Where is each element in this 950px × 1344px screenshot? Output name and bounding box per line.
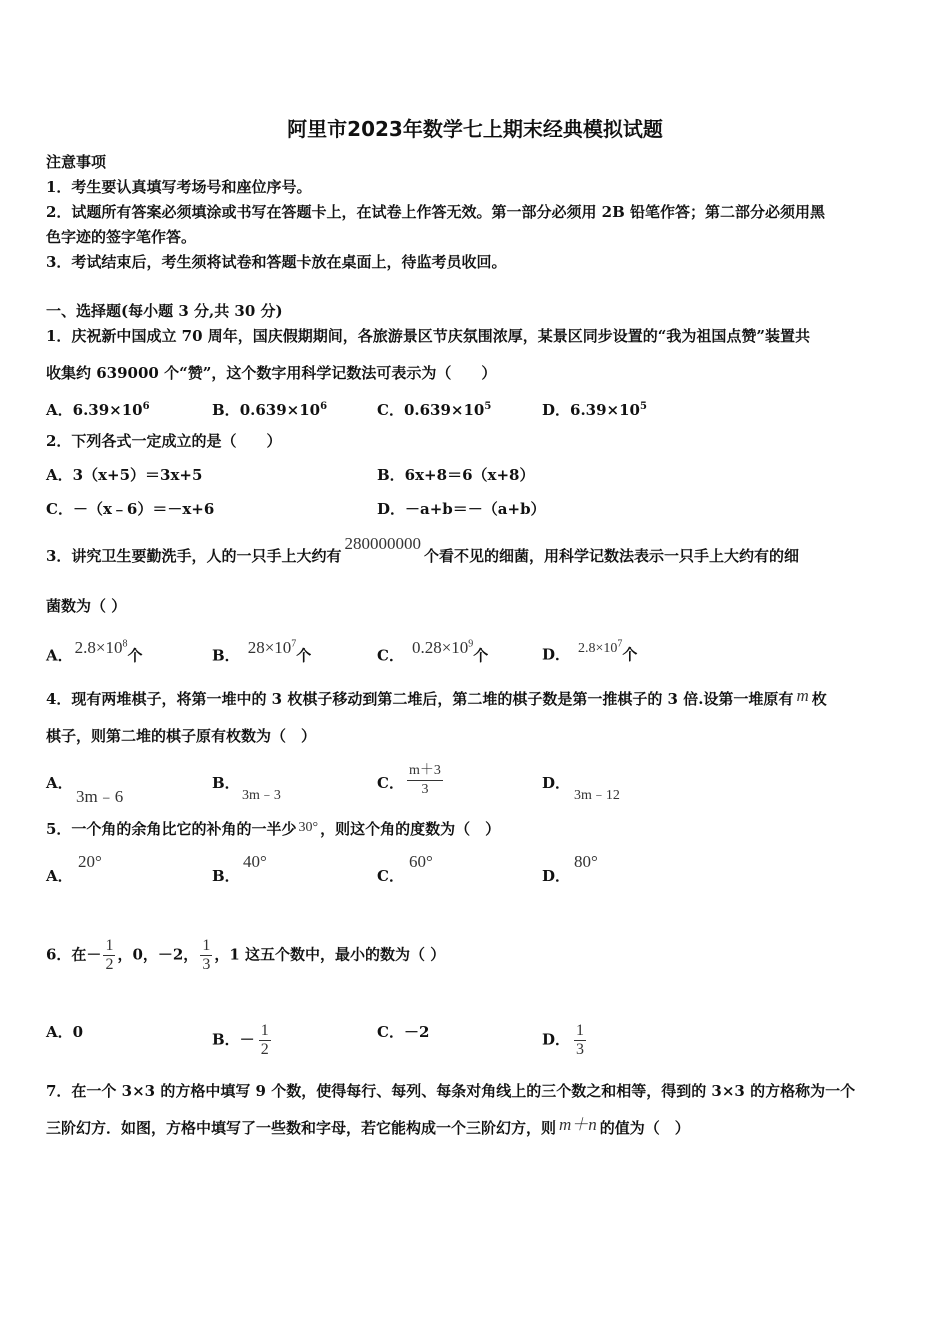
q6-fraction-1 bbox=[103, 937, 115, 974]
q6-stem-mid: ，0，－2， bbox=[117, 945, 199, 964]
option-value: 0.28×10 bbox=[411, 637, 469, 657]
q5-angle: 30° bbox=[298, 820, 319, 835]
notice-heading: 注意事项 bbox=[46, 153, 107, 171]
option-label: A． bbox=[46, 401, 73, 419]
q5-option-a-value: 20° bbox=[78, 852, 102, 871]
fraction-denominator: 3 bbox=[576, 1041, 585, 1058]
q7-stem-line1: 7．在一个 3×3 的方格中填写 9 个数，使得每行、每列、每条对角线上的三个数之和相等，得到的 3×3 的方格称为一个 bbox=[46, 1082, 856, 1100]
q1-option-b[interactable] bbox=[212, 397, 327, 420]
q3-stem-line1 bbox=[46, 534, 799, 566]
option-unit: 个 bbox=[296, 646, 312, 665]
q4-option-a-expr: 3m﹣6 bbox=[76, 787, 124, 806]
option-value: 6.39×10 bbox=[570, 401, 640, 419]
option-value: 28×10 bbox=[247, 637, 292, 657]
q4-stem-post: 枚 bbox=[811, 690, 827, 708]
q5-stem-post: ，则这个角的度数为（ ） bbox=[320, 820, 501, 838]
option-value: 2.8×10 bbox=[578, 640, 618, 656]
q4-option-d-expr: 3m﹣12 bbox=[574, 788, 620, 803]
q5-stem-pre: 5．一个角的余角比它的补角的一半少 bbox=[46, 820, 297, 838]
q4-stem-line2: 棋子，则第二堆的棋子原有枚数为（ ） bbox=[46, 727, 317, 745]
q7-expression: m＋n bbox=[559, 1115, 597, 1134]
q5-option-c-label[interactable]: C． bbox=[377, 867, 404, 885]
q3-number: 280000000 bbox=[344, 534, 421, 553]
q5-option-d-value: 80° bbox=[574, 852, 598, 871]
notice-item-2-cont: 色字迹的签字笔作答。 bbox=[46, 228, 197, 246]
notice-item-1: 1．考生要认真填写考场号和座位序号。 bbox=[46, 178, 312, 196]
option-exponent: 5 bbox=[484, 401, 492, 412]
q2-option-c[interactable]: C．－（x﹣6）＝－x+6 bbox=[46, 500, 215, 518]
q1-option-d[interactable] bbox=[542, 397, 647, 420]
q4-stem-line1 bbox=[46, 686, 827, 709]
fraction-denominator: 2 bbox=[105, 956, 114, 973]
option-label: D． bbox=[542, 1030, 571, 1049]
q2-stem: 2．下列各式一定成立的是（ ） bbox=[46, 432, 282, 450]
page-title: 阿里市2023年数学七上期末经典模拟试题 bbox=[287, 117, 663, 141]
q4-option-b-label[interactable]: B． bbox=[212, 774, 240, 792]
option-label: B．－ bbox=[212, 1030, 255, 1049]
q6-option-a[interactable]: A．0 bbox=[46, 1023, 84, 1041]
q1-option-a[interactable] bbox=[46, 397, 150, 420]
q2-option-b[interactable]: B．6x+8＝6（x+8） bbox=[377, 466, 535, 484]
fraction-denominator: 2 bbox=[260, 1041, 269, 1058]
q6-option-d[interactable] bbox=[542, 1022, 586, 1059]
q7-stem-pre: 三阶幻方．如图，方格中填写了一些数和字母，若它能构成一个三阶幻方，则 bbox=[46, 1119, 557, 1137]
option-label: D． bbox=[542, 401, 571, 419]
q6-stem-post: ，1 这五个数中，最小的数为（ ） bbox=[214, 945, 446, 964]
q6-option-c[interactable]: C．－2 bbox=[377, 1023, 430, 1041]
q6-option-b-fraction bbox=[259, 1022, 271, 1059]
option-unit: 个 bbox=[622, 645, 638, 664]
option-exponent: 6 bbox=[320, 401, 328, 412]
q6-option-d-fraction bbox=[574, 1022, 586, 1059]
option-exponent: 9 bbox=[468, 638, 474, 649]
option-unit: 个 bbox=[473, 646, 489, 665]
q3-option-d[interactable] bbox=[542, 638, 638, 667]
q2-option-d[interactable]: D．－a+b＝－（a+b） bbox=[377, 500, 546, 518]
option-exponent: 7 bbox=[617, 638, 623, 649]
fraction-numerator: 1 bbox=[260, 1022, 269, 1039]
option-value: 2.8×10 bbox=[74, 637, 123, 657]
option-label: C． bbox=[377, 401, 404, 419]
q7-stem-post: 的值为（ ） bbox=[599, 1119, 690, 1137]
q4-option-c-label[interactable]: C． bbox=[377, 774, 404, 792]
q5-option-b-value: 40° bbox=[243, 852, 267, 871]
notice-item-2: 2．试题所有答案必须填涂或书写在答题卡上，在试卷上作答无效。第一部分必须用 2B 铅笔作答；第二部分必须用黑 bbox=[46, 203, 826, 221]
option-unit: 个 bbox=[127, 646, 143, 665]
option-exponent: 7 bbox=[291, 638, 297, 649]
q3-option-a[interactable] bbox=[46, 637, 143, 666]
q5-option-b-label[interactable]: B． bbox=[212, 867, 240, 885]
q1-stem-line1: 1．庆祝新中国成立 70 周年，国庆假期期间，各旅游景区节庆氛围浓厚，某景区同步设置的“我为祖国点赞”装置共 bbox=[46, 327, 811, 345]
q6-option-b[interactable] bbox=[212, 1022, 271, 1059]
q3-stem-pre: 3．讲究卫生要勤洗手，人的一只手上大约有 bbox=[46, 547, 342, 565]
option-exponent: 8 bbox=[122, 638, 128, 649]
q3-option-b[interactable] bbox=[212, 637, 312, 666]
q1-option-c[interactable] bbox=[377, 397, 491, 420]
q6-stem-pre: 6．在－ bbox=[46, 945, 102, 964]
q1-stem-line2: 收集约 639000 个“赞”，这个数字用科学记数法可表示为（ ） bbox=[46, 364, 497, 382]
fraction-denominator: 3 bbox=[421, 782, 429, 797]
option-label: C． bbox=[377, 646, 404, 665]
section-heading: 一、选择题(每小题 3 分,共 30 分) bbox=[46, 302, 283, 320]
option-label: A． bbox=[46, 646, 73, 665]
option-value: 0.639×10 bbox=[239, 401, 321, 419]
q4-option-c-fraction bbox=[407, 762, 443, 799]
q7-stem-line2 bbox=[46, 1115, 690, 1138]
option-label: B． bbox=[212, 646, 240, 665]
notice-item-3: 3．考试结束后，考生须将试卷和答题卡放在桌面上，待监考员收回。 bbox=[46, 253, 507, 271]
option-exponent: 6 bbox=[142, 401, 150, 412]
fraction-numerator: m＋3 bbox=[407, 762, 443, 781]
q5-stem bbox=[46, 819, 500, 841]
fraction-denominator: 3 bbox=[202, 956, 211, 973]
fraction-numerator: 1 bbox=[576, 1022, 585, 1039]
q4-stem-pre: 4．现有两堆棋子，将第一堆中的 3 枚棋子移动到第二堆后，第二堆的棋子数是第一推棋子的 3 倍.设第一堆原有 bbox=[46, 690, 794, 708]
q4-option-a-label[interactable]: A． bbox=[46, 774, 73, 792]
q4-option-b-expr: 3m﹣3 bbox=[242, 788, 281, 803]
option-label: D． bbox=[542, 645, 571, 664]
q3-option-c[interactable] bbox=[377, 637, 489, 666]
option-value: 0.639×10 bbox=[403, 401, 485, 419]
q6-fraction-2 bbox=[200, 937, 212, 974]
option-label: B． bbox=[212, 401, 240, 419]
q2-option-a[interactable]: A．3（x+5）＝3x+5 bbox=[46, 466, 203, 484]
q4-option-d-label[interactable]: D． bbox=[542, 774, 571, 792]
option-exponent: 5 bbox=[640, 401, 647, 412]
fraction-numerator: 1 bbox=[105, 937, 114, 954]
q5-option-a-label[interactable]: A． bbox=[46, 867, 73, 885]
q5-option-d-label[interactable]: D． bbox=[542, 867, 571, 885]
option-value: 6.39×10 bbox=[72, 401, 143, 419]
fraction-numerator: 1 bbox=[202, 937, 211, 954]
q6-stem bbox=[46, 937, 445, 974]
q4-variable: m bbox=[796, 686, 809, 705]
q5-option-c-value: 60° bbox=[409, 852, 433, 871]
q3-stem-line2: 菌数为（ ） bbox=[46, 597, 127, 615]
q3-stem-post: 个看不见的细菌，用科学记数法表示一只手上大约有的细 bbox=[423, 547, 799, 565]
